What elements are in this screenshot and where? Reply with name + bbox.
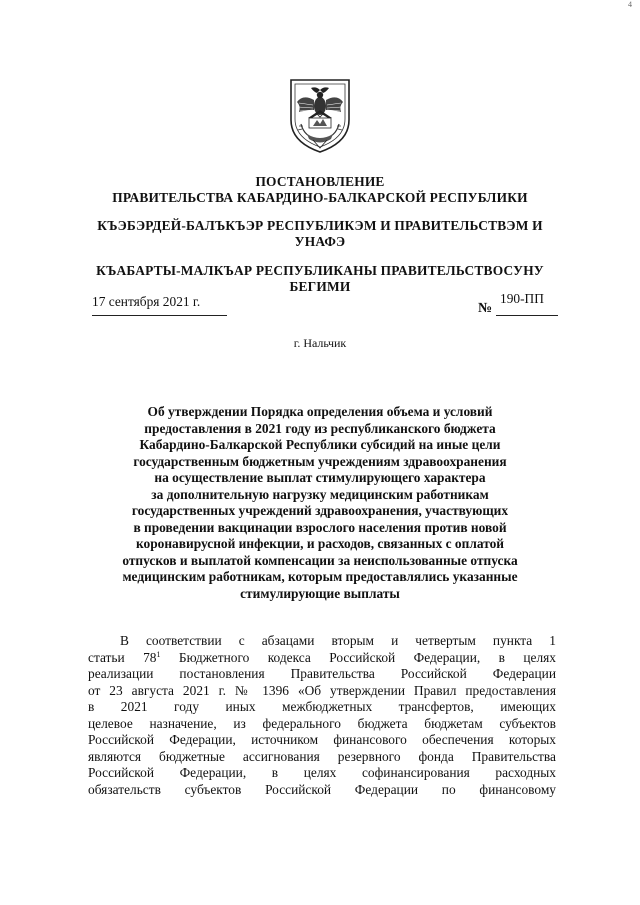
- government-name-russian: ПРАВИТЕЛЬСТВА КАБАРДИНО-БАЛКАРСКОЙ РЕСПУБЛИКИ: [112, 190, 528, 205]
- body-line: В соответствии с абзацами вторым и четвертым пункта 1: [120, 633, 556, 648]
- title-line: стимулирующие выплаты: [240, 585, 400, 601]
- balkar-line-2: БЕГИМИ: [289, 279, 351, 294]
- date-underline: [92, 315, 227, 316]
- kabardian-line-1: КЪЭБЭРДЕЙ-БАЛЪКЪЭР РЕСПУБЛИКЭМ И ПРАВИТЕЛЬСТВЭМ И: [97, 218, 543, 233]
- article-superscript: 1: [156, 649, 161, 659]
- body-line: от 23 августа 2021 г. № 1396 «Об утверждении Правил предоставления: [88, 682, 556, 698]
- body-paragraph: [88, 633, 556, 798]
- body-line-end: Бюджетного кодекса Российской Федерации, в целях: [160, 649, 556, 665]
- decree-heading: [60, 174, 580, 206]
- decree-word: ПОСТАНОВЛЕНИЕ: [255, 174, 385, 189]
- title-line: Об утверждении Порядка определения объема и условий: [147, 404, 493, 419]
- title-line: коронавирусной инфекции, и расходов, связанных с оплатой: [135, 536, 505, 551]
- decree-title: [80, 404, 560, 602]
- balkar-line-1: КЪАБАРТЫ-МАЛКЪАР РЕСПУБЛИКАНЫ ПРАВИТЕЛЬСТВОСУНУ: [96, 263, 544, 278]
- title-line: за дополнительную нагрузку медицинским работникам: [151, 486, 489, 502]
- body-line-start: статьи 78: [88, 649, 157, 665]
- body-line: [88, 650, 556, 667]
- coat-of-arms-emblem: [287, 76, 353, 154]
- heading-kabardian: [60, 218, 580, 250]
- title-line: Кабардино-Балкарской Республики субсидий на иные цели: [139, 437, 501, 452]
- title-line: медицинским работникам, которым предоставлялись указанные: [122, 569, 518, 584]
- title-line: в проведении вакцинации взрослого населения против новой: [133, 519, 507, 535]
- title-line: государственным бюджетным учреждениям здравоохранения: [133, 453, 507, 469]
- corner-mark: 4: [628, 0, 632, 9]
- title-line: предоставления в 2021 году из республиканского бюджета: [144, 420, 496, 436]
- body-line: обязательств субъектов Российской Федерации по финансовому: [88, 781, 556, 797]
- title-line: на осуществление выплат стимулирующего характера: [154, 470, 486, 485]
- body-line: реализации постановления Правительства Российской Федерации: [88, 666, 556, 681]
- decree-number: 190-ПП: [500, 291, 544, 306]
- body-line: Российской Федерации, в целях софинансирования расходных: [88, 765, 556, 780]
- body-line: в 2021 году иных межбюджетных трансфертов, имеющих: [88, 699, 556, 714]
- kabardian-line-2: УНАФЭ: [294, 234, 346, 249]
- title-line: отпусков и выплатой компенсации за неиспользованные отпуска: [122, 552, 518, 568]
- title-line: государственных учреждений здравоохранения, участвующих: [131, 503, 509, 518]
- body-line: Российской Федерации, источником финансового обеспечения которых: [88, 732, 556, 747]
- decree-date: 17 сентября 2021 г.: [92, 294, 201, 309]
- body-line: являются бюджетные ассигнования резервного фонда Правительства: [88, 748, 556, 764]
- body-line: целевое назначение, из федерального бюджета бюджетам субъектов: [88, 715, 556, 731]
- number-sign: №: [478, 301, 493, 316]
- city-name: г. Нальчик: [293, 336, 347, 350]
- number-underline: [496, 315, 558, 316]
